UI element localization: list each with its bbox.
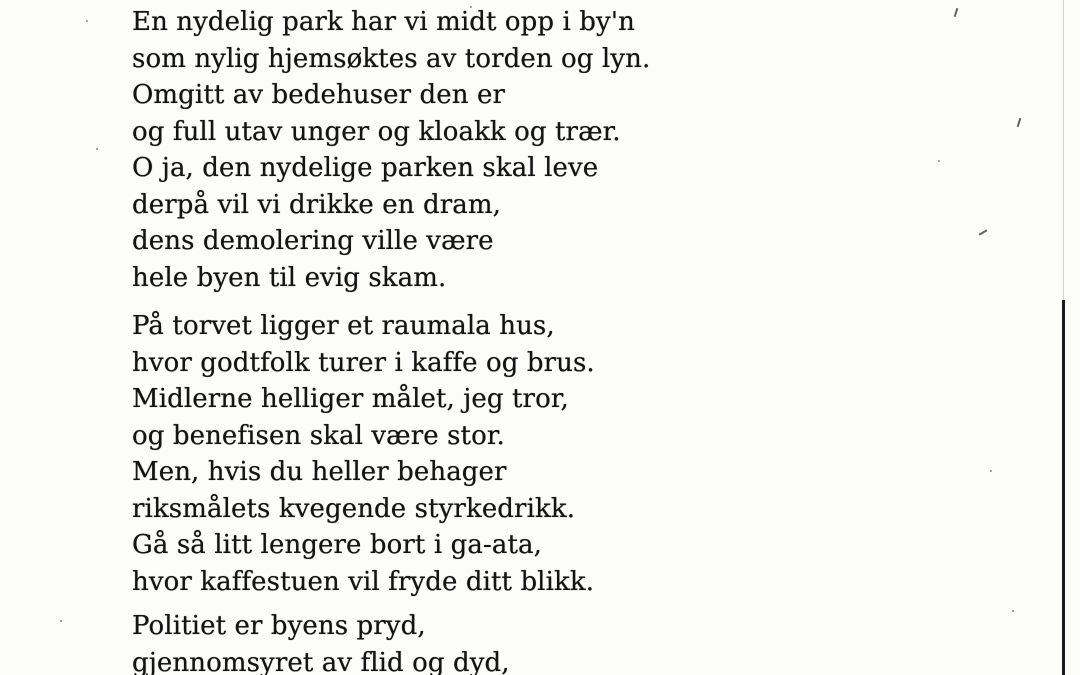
column-rule-faint — [1063, 0, 1064, 300]
poem-line: hvor godtfolk turer i kaffe og brus. — [132, 347, 595, 378]
scan-speck — [60, 620, 62, 622]
poem-line: Midlerne helliger målet, jeg tror, — [132, 384, 569, 414]
scan-speck — [1012, 610, 1014, 612]
poem-line: Gå så litt lengere bort i ga-ata, — [132, 530, 542, 560]
poem-line: hele byen til evig skam. — [132, 262, 447, 293]
scan-speck — [86, 20, 88, 22]
poem-line: som nylig hjemsøktes av torden og lyn. — [132, 43, 651, 74]
stanza-3 — [132, 608, 510, 675]
poem-line: gjennomsyret av flid og dyd, — [132, 647, 510, 675]
poem-line: På torvet ligger et raumala hus, — [132, 311, 555, 341]
poem-line: hvor kaffestuen vil fryde ditt blikk. — [132, 566, 595, 597]
poem-line: derpå vil vi drikke en dram, — [132, 189, 501, 220]
stanza-1 — [132, 4, 650, 296]
scan-mark — [954, 8, 959, 17]
scan-mark — [1017, 118, 1022, 127]
column-rule — [1062, 300, 1065, 675]
scan-speck — [96, 148, 98, 150]
poem-line: riksmålets kvegende styrkedrikk. — [132, 493, 576, 524]
scan-speck — [990, 470, 992, 472]
poem-line: En nydelig park har vi midt opp i by'n — [132, 7, 635, 37]
stanza-2 — [132, 308, 595, 600]
poem-line: dens demolering ville være — [132, 226, 494, 256]
poem-line: O ja, den nydelige parken skal leve — [132, 153, 599, 183]
poem-line: Men, hvis du heller behager — [132, 457, 507, 487]
poem-line: og full utav unger og kloakk og trær. — [132, 116, 621, 147]
poem-line: Omgitt av bedehuser den er — [132, 80, 505, 110]
poem-line: og benefisen skal være stor. — [132, 420, 505, 451]
scan-speck — [938, 160, 940, 162]
poem-line: Politiet er byens pryd, — [132, 611, 426, 641]
scan-mark — [979, 229, 988, 235]
